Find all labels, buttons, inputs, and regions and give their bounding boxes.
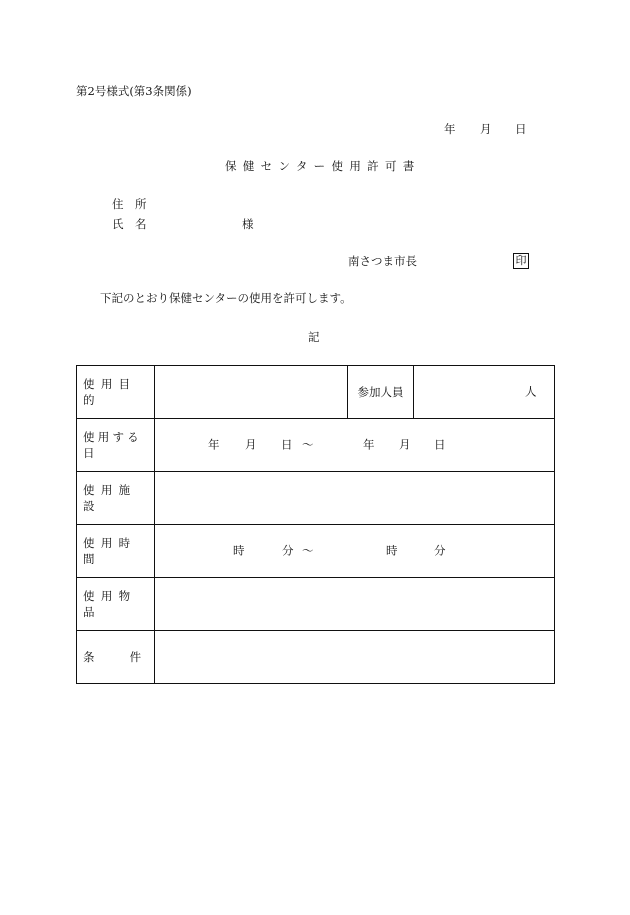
table-row xyxy=(77,366,555,419)
conditions-label: 条 件 xyxy=(83,650,146,664)
issuer-name: 南さつま市長 xyxy=(348,254,417,268)
time-label: 使用時間 xyxy=(83,536,137,566)
time-label-cell xyxy=(77,525,155,578)
from-hour: 時 xyxy=(233,543,245,558)
from-year: 年 xyxy=(208,437,220,452)
from-minute: 分 xyxy=(282,543,294,558)
honorific: 様 xyxy=(242,217,254,231)
to-minute: 分 xyxy=(434,543,446,558)
participants-label: 参加人員 xyxy=(357,385,404,399)
facility-value-cell xyxy=(155,472,555,525)
address-label: 住 所 xyxy=(112,197,147,211)
name-label: 氏 名 xyxy=(112,217,147,231)
date-year: 年 xyxy=(444,122,456,136)
table-row xyxy=(77,631,555,684)
purpose-label: 使用目的 xyxy=(83,377,137,407)
date-tilde: ～ xyxy=(302,437,314,452)
table-row xyxy=(77,419,555,472)
items-label-cell xyxy=(77,578,155,631)
facility-label-cell xyxy=(77,472,155,525)
items-value-cell xyxy=(155,578,555,631)
conditions-value-cell xyxy=(155,631,555,684)
form-number: 第2号様式(第3条関係) xyxy=(76,84,192,98)
time-value-cell xyxy=(155,525,555,578)
date-day: 日 xyxy=(515,122,527,136)
body-text: 下記のとおり保健センターの使用を許可します。 xyxy=(100,291,352,305)
date-value-cell xyxy=(155,419,555,472)
document-title: 保健センター使用許可書 xyxy=(225,159,421,173)
table-row xyxy=(77,525,555,578)
items-label: 使用物品 xyxy=(83,589,137,619)
purpose-value-cell xyxy=(155,366,348,419)
to-month: 月 xyxy=(399,437,411,452)
facility-label: 使用施設 xyxy=(83,483,137,513)
date-label-cell xyxy=(77,419,155,472)
to-hour: 時 xyxy=(386,543,398,558)
participants-value-cell xyxy=(414,366,555,419)
time-tilde: ～ xyxy=(302,543,314,558)
from-month: 月 xyxy=(245,437,257,452)
date-month: 月 xyxy=(480,122,492,136)
from-day: 日 xyxy=(281,437,293,452)
seal-mark: 印 xyxy=(513,253,529,269)
date-label: 使用する日 xyxy=(83,430,142,460)
ki-mark: 記 xyxy=(308,330,320,344)
to-day: 日 xyxy=(434,437,446,452)
participants-label-cell xyxy=(348,366,414,419)
to-year: 年 xyxy=(363,437,375,452)
purpose-label-cell xyxy=(77,366,155,419)
table-row xyxy=(77,472,555,525)
table-row xyxy=(77,578,555,631)
participants-unit: 人 xyxy=(525,384,537,399)
permit-table xyxy=(76,365,555,684)
conditions-label-cell xyxy=(77,631,155,684)
